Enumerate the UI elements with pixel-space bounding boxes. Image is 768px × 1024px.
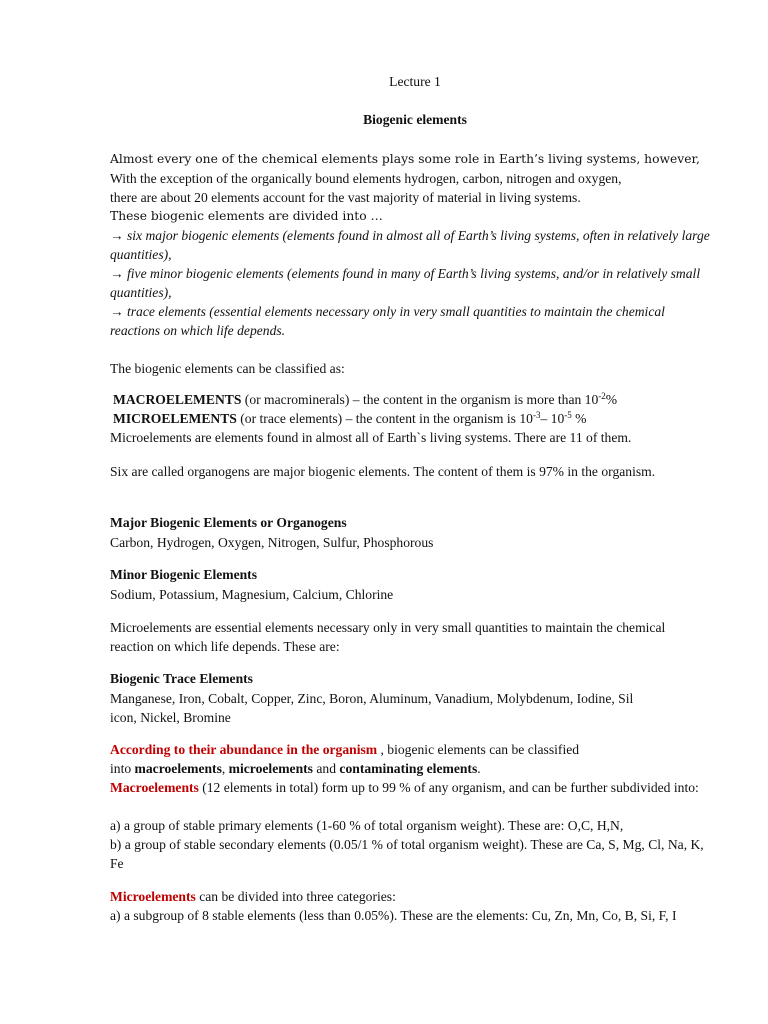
macroelements-paragraph	[110, 778, 708, 797]
minor-section-heading: Minor Biogenic Elements	[110, 567, 258, 582]
microelements-found-text: Microelements are elements found in almost all of Earth`s living systems. There are 11 of them.	[110, 430, 632, 445]
macro-exponent: -2	[598, 391, 606, 401]
macro-group-b: b) a group of stable secondary elements (0.05/1 % of total organism weight). These are Ca, S, Mg, Cl, Na, K, Fe	[110, 837, 704, 871]
abundance-into: into	[110, 761, 135, 776]
abundance-period: .	[477, 761, 481, 776]
major-section-list: Carbon, Hydrogen, Oxygen, Nitrogen, Sulfur, Phosphorous	[110, 535, 434, 550]
macro-group-a: a) a group of stable primary elements (1-60 % of total organism weight). These are: O,C, H,N,	[110, 818, 624, 833]
abundance-paragraph	[110, 740, 714, 778]
page-title: Biogenic elements	[363, 112, 467, 127]
macroelements-text: (12 elements in total) form up to 99 % of any organism, and can be further subdivided into:	[198, 780, 699, 795]
major-section-heading: Major Biogenic Elements or Organogens	[110, 515, 347, 530]
macroelements-term: MACROELEMENTS	[113, 392, 242, 407]
microelements-essential-paragraph: Microelements are essential elements necessary only in very small quantities to maintain the chemical reaction on which life depends. These are:	[110, 620, 666, 654]
abundance-text: , biogenic elements can be classified	[377, 742, 580, 757]
microelements-term: MICROELEMENTS	[113, 411, 237, 426]
abundance-micro: microelements	[228, 761, 313, 776]
minor-section-list: Sodium, Potassium, Magnesium, Calcium, Chlorine	[110, 587, 394, 602]
microelements-definition	[113, 409, 717, 428]
abundance-highlight: According to their abundance in the organism	[110, 742, 378, 757]
intro-line-4: These biogenic elements are divided into …	[110, 209, 383, 223]
organogens-paragraph: Six are called organogens are major biogenic elements. The content of them is 97% in the organism.	[110, 464, 656, 479]
abundance-comma: ,	[221, 761, 229, 776]
minor-biogenic-item: → five minor biogenic elements (elements found in many of Earth’s living systems, and/or in relatively small quantities),	[110, 266, 701, 300]
trace-section-heading: Biogenic Trace Elements	[110, 671, 253, 686]
macro-tail: %	[605, 392, 618, 407]
micro-mid: – 10	[540, 411, 565, 426]
trace-section-list-1: Manganese, Iron, Cobalt, Copper, Zinc, Boron, Aluminum, Vanadium, Molybdenum, Iodine, Sil	[110, 691, 634, 706]
microelements-highlight: Microelements	[110, 889, 196, 904]
microelements-text: can be divided into three categories:	[195, 889, 396, 904]
macroelements-highlight: Macroelements	[110, 780, 199, 795]
major-biogenic-item: → six major biogenic elements (elements found in almost all of Earth’s living systems, often in relatively large quantities),	[110, 228, 710, 262]
microelements-paragraph	[110, 887, 714, 906]
intro-line-3: there are about 20 elements account for the vast majority of material in living systems.	[110, 190, 581, 205]
intro-line-1: Almost every one of the chemical elements plays some role in Earth’s living systems, however,	[110, 152, 700, 166]
micro-exponent-1: -3	[532, 410, 541, 420]
intro-paragraph	[110, 150, 714, 340]
abundance-macro: macroelements	[134, 761, 222, 776]
micro-tail: %	[571, 411, 587, 426]
lecture-number: Lecture 1	[389, 74, 441, 89]
intro-line-2: With the exception of the organically bound elements hydrogen, carbon, nitrogen and oxygen,	[110, 171, 622, 186]
macroelements-definition	[113, 390, 717, 409]
classified-text: The biogenic elements can be classified as:	[110, 361, 345, 376]
micro-group-a: a) a subgroup of 8 stable elements (less than 0.05%). These are the elements: Cu, Zn, Mn, Co, B, Si, F, I	[110, 908, 677, 923]
micro-exponent-2: -5	[564, 410, 572, 420]
microelements-desc: (or trace elements) – the content in the organism is 10	[236, 411, 533, 426]
trace-section-list-2: icon, Nickel, Bromine	[110, 710, 231, 725]
abundance-and: and	[312, 761, 340, 776]
trace-elements-item: → trace elements (essential elements necessary only in very small quantities to maintain the chemical reactions on which life depends.	[110, 304, 665, 338]
abundance-contam: contaminating elements	[339, 761, 478, 776]
macroelements-desc: (or macrominerals) – the content in the organism is more than 10	[241, 392, 599, 407]
